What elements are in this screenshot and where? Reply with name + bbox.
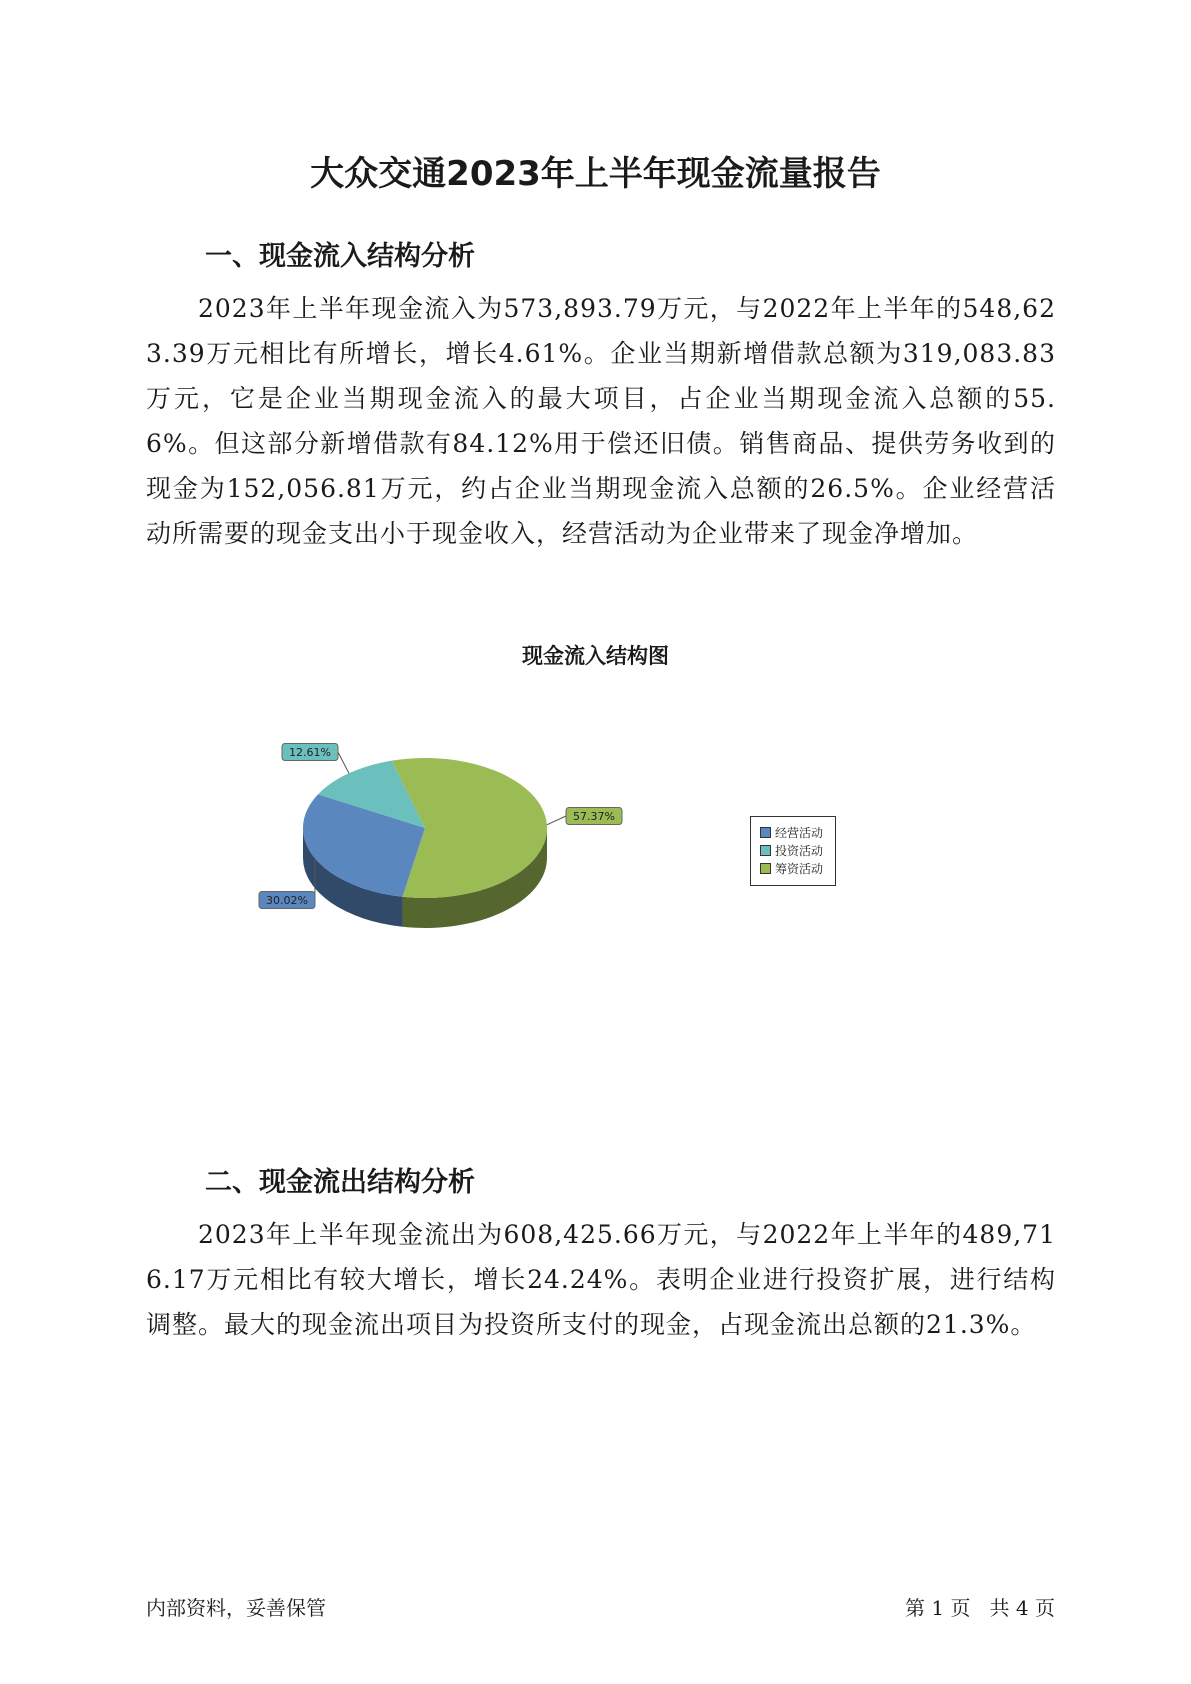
legend-item-financing [760, 859, 835, 877]
pie-data-label: 12.61% [289, 746, 331, 759]
section-heading-outflow: 二、现金流出结构分析 [205, 1167, 475, 1198]
legend-swatch [760, 863, 771, 874]
legend-swatch [760, 827, 771, 838]
pie-leader-line [547, 816, 566, 825]
legend-label: 筹资活动 [775, 861, 824, 876]
legend-swatch [760, 845, 771, 856]
page-title: 大众交通2023年上半年现金流量报告 [310, 154, 881, 194]
pie-data-label: 57.37% [573, 810, 615, 823]
chart-legend [750, 816, 836, 886]
footer-confidential: 内部资料，妥善保管 [146, 1596, 326, 1620]
footer-page-number: 第 1 页 共 4 页 [905, 1596, 1055, 1620]
legend-label: 投资活动 [775, 843, 824, 858]
section-paragraph-inflow: 2023年上半年现金流入为573,893.79万元，与2022年上半年的548,623.39万元相比有所增长，增长4.61%。企业当期新增借款总额为319,083.83万元，它是企业当期现金流入的最大项目，占企业当期现金流入总额的55.6%。但这部分新增借款有84.12%用于偿还旧债。销售商品、提供劳务收到的现金为152,056.81万元，约占企业当期现金流入总额的26.5%。企业经营活动所需要的现金支出小于现金收入，经营活动为企业带来了现金净增加。 [146, 294, 1056, 548]
pie-data-label: 30.02% [266, 894, 308, 907]
chart-title: 现金流入结构图 [522, 644, 669, 668]
section-paragraph-outflow: 2023年上半年现金流出为608,425.66万元，与2022年上半年的489,716.17万元相比有较大增长，增长24.24%。表明企业进行投资扩展，进行结构调整。最大的现金流出项目为投资所支付的现金，占现金流出总额的21.3%。 [146, 1220, 1056, 1339]
section-heading-inflow: 一、现金流入结构分析 [205, 241, 475, 272]
legend-item-investing [760, 841, 835, 859]
pie-leader-line [338, 752, 349, 773]
legend-item-operating [760, 823, 835, 841]
legend-label: 经营活动 [775, 825, 824, 840]
